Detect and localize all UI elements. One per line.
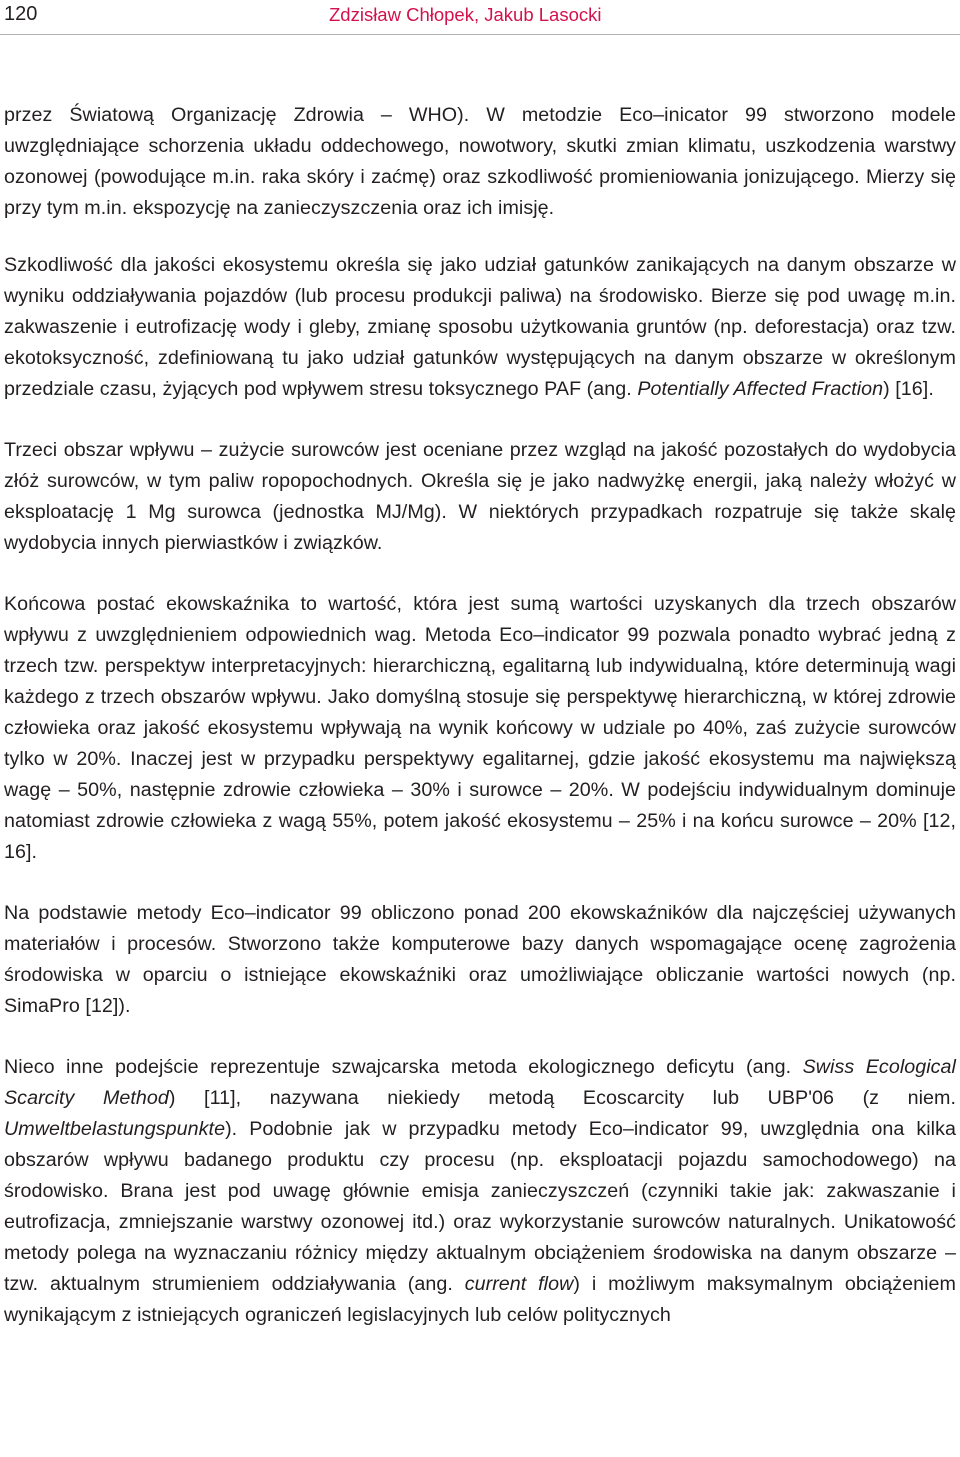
paragraph-text: Końcowa postać ekowskaźnika to wartość, która jest sumą wartości uzyskanych dla trzech obszarów wpływu z uwzględnieniem odpowiednich wag. Metoda Eco–indicator 99 pozwala ponadto wybrać jedną z trzech tzw. perspektyw interpretacyjnych: hierarchiczną, egalitarną lub indywidualną, które determinują wagi każdego z trzech obszarów wpływu. Jako domyślną stosuje się perspektywę hierarchiczną, w której zdrowie człowieka oraz jakość ekosystemu wpływają na wynik końcowy w udziale po 40%, zaś zużycie surowców tylko w 20%. Inaczej jest w przypadku perspektywy egalitarnej, gdzie jakość ekosystemu ma największą wagę – 50%, następnie zdrowie człowieka – 30% i surowce – 20%. W podejściu indywidualnym dominuje natomiast zdrowie człowieka z wagą 55%, potem jakość ekosystemu – 25% i na końcu surowce – 20% [12, 16]. <box>4 593 956 863</box>
paragraph-emphasis: Umweltbelastungspunkte <box>4 1118 226 1140</box>
paragraph-text: przez Światową Organizację Zdrowia – WHO). W metodzie Eco–inicator 99 stworzono modele uwzględniające schorzenia układu oddechowego, nowotwory, skutki zmian klimatu, uszkodzenia warstwy ozonowej (powodujące m.in. raka skóry i zaćmę) oraz szkodliwość promieniowania jonizującego. Mierzy się przy tym m.in. ekspozycję na zanieczyszczenia oraz ich imisję. <box>4 104 956 219</box>
paragraph <box>4 100 956 224</box>
paragraph-text: Na podstawie metody Eco–indicator 99 obliczono ponad 200 ekowskaźników dla najczęściej używanych materiałów i procesów. Stworzono także komputerowe bazy danych wspomagające ocenę zagrożenia środowiska w oparciu o istniejące ekowskaźniki oraz umożliwiające obliczanie wartości nowych (np. SimaPro [12]). <box>4 902 956 1017</box>
paragraph-text: Trzeci obszar wpływu – zużycie surowców jest oceniane przez wzgląd na jakość pozostałych do wydobycia złóż surowców, w tym paliw ropopochodnych. Określa się je jako nadwyżkę energii, jaką należy włożyć w eksploatację 1 Mg surowca (jednostka MJ/Mg). W niektórych przypadkach rozpatruje się także skalę wydobycia innych pierwiastków i związków. <box>4 439 956 554</box>
paragraph-text: ). Podobnie jak w przypadku metody Eco–indicator 99, uwzględnia ona kilka obszarów wpływu badanego produktu czy procesu (np. eksploatacji pojazdu samochodowego) na środowisko. Brana jest pod uwagę głównie emisja zanieczyszczeń (czynniki takie jak: zakwaszanie i eutrofizacja, zmniejszanie warstwy ozonowej itd.) oraz wykorzystanie surowców naturalnych. Unikatowość metody polega na wyznaczaniu różnicy między aktualnym obciążeniem środowiska na danym obszarze – tzw. aktualnym strumieniem oddziaływania (ang. <box>4 1118 956 1295</box>
paragraph-text: ) i możliwym maksymalnym obciążeniem wynikającym z istniejących ograniczeń legislacyjnych lub celów politycznych <box>4 1273 957 1326</box>
paragraph-text: Szkodliwość dla jakości ekosystemu określa się jako udział gatunków zanikających na danym obszarze w wyniku oddziaływania pojazdów (lub procesu produkcji paliwa) na środowisko. Bierze się pod uwagę m.in. zakwaszenie i eutrofizację wody i gleby, zmianę sposobu użytkowania gruntów (np. deforestacja) oraz tzw. ekotoksyczność, zdefiniowaną tu jako udział gatunków występujących na danym obszarze w określonym przedziale czasu, żyjących pod wpływem stresu toksycznego PAF (ang. <box>4 254 956 400</box>
paragraph-emphasis: current flow <box>464 1273 574 1295</box>
body-text <box>4 100 956 1361</box>
paragraph-text: ) [11], nazywana niekiedy metodą Ecoscarcity lub UBP'06 (z niem. <box>168 1087 957 1109</box>
paragraph <box>4 435 956 559</box>
paragraph-emphasis: Swiss Ecological Scarcity Method <box>4 1056 956 1109</box>
running-head-authors: Zdzisław Chłopek, Jakub Lasocki <box>329 4 602 25</box>
paragraph <box>4 589 956 868</box>
paragraph <box>4 250 956 405</box>
page-header <box>0 0 960 35</box>
paragraph-emphasis: Potentially Affected Fraction <box>637 378 884 400</box>
page-number: 120 <box>4 3 38 25</box>
paragraph-text: ) [16]. <box>883 378 934 400</box>
paragraph-text: Nieco inne podejście reprezentuje szwajcarska metoda ekologicznego deficytu (ang. <box>4 1056 803 1078</box>
paragraph <box>4 1052 956 1331</box>
paragraph <box>4 898 956 1022</box>
